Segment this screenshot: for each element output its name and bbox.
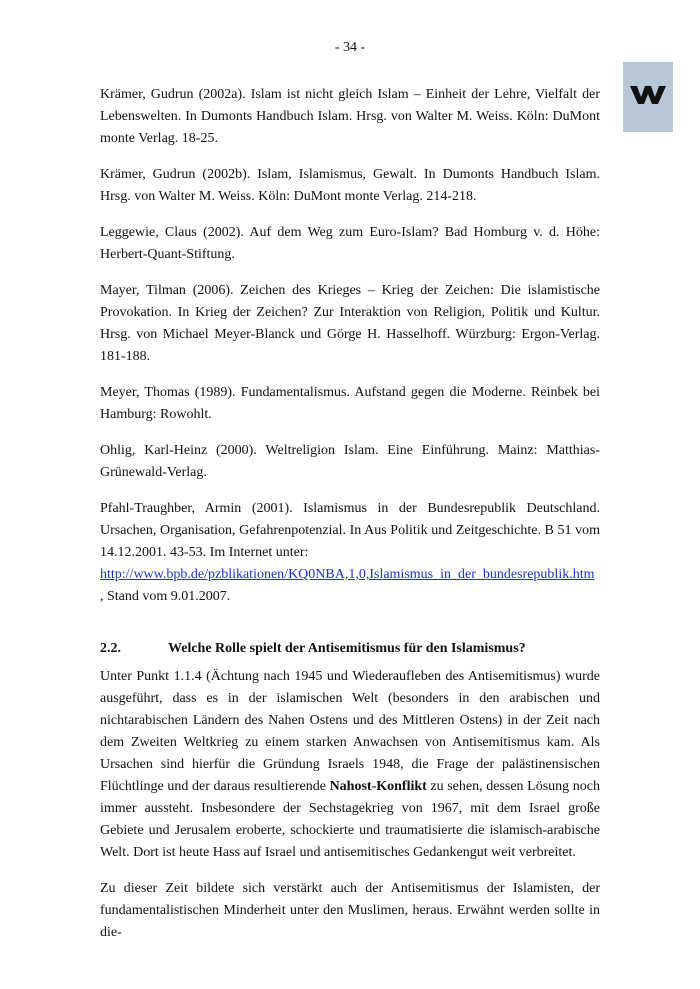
reference-item: Mayer, Tilman (2006). Zeichen des Krieges – Krieg der Zeichen: Die islamistische Provokation. In Krieg der Zeichen? Zur Interaktion von Religion, Politik und Kultur. Hrsg. von Michael Meyer-Blanck und Görge H. Hasselhoff. Würzburg: Ergon-Verlag. 181-188.: [100, 283, 600, 364]
reference-access-date: , Stand vom 9.01.2007.: [100, 589, 231, 604]
reference-item: Krämer, Gudrun (2002b). Islam, Islamismus, Gewalt. In Dumonts Handbuch Islam. Hrsg. von Walter M. Weiss. Köln: DuMont monte Verlag. 214-218.: [100, 167, 600, 204]
reference-list: [100, 84, 600, 608]
paragraph-text: zu sehen, dessen Lösung noch immer aussteht. Insbesondere der Sechstagekrieg von 1967, mit dem Israel große Gebiete und Jerusalem eroberte, schockierte und traumatisierte die islamisch-arabische Welt. Dort ist heute Hass auf Israel und antisemitisches Gedankengut weit verbreitet.: [100, 779, 600, 860]
reference-item-with-link: [100, 498, 600, 608]
reference-item: Ohlig, Karl-Heinz (2000). Weltreligion Islam. Eine Einführung. Mainz: Matthias-Grünewald-Verlag.: [100, 443, 600, 480]
logo-letter-w: [628, 84, 668, 106]
section-heading: [100, 638, 600, 660]
reference-item: Leggewie, Claus (2002). Auf dem Weg zum Euro-Islam? Bad Homburg v. d. Höhe: Herbert-Quant-Stiftung.: [100, 225, 600, 262]
reference-item: Krämer, Gudrun (2002a). Islam ist nicht gleich Islam – Einheit der Lehre, Vielfalt der Lebenswelten. In Dumonts Handbuch Islam. Hrsg. von Walter M. Weiss. Köln: DuMont monte Verlag. 18-25.: [100, 87, 600, 146]
section-title: Welche Rolle spielt der Antisemitismus für den Islamismus?: [168, 641, 526, 656]
paragraph-text: Unter Punkt 1.1.4 (Ächtung nach 1945 und Wiederaufleben des Antisemitismus) wurde ausgeführt, dass es in der islamischen Welt (besonders in den arabischen und nichtarabischen Ländern des Nahen Ostens und des Mittleren Ostens) in der Zeit nach dem Zweiten Weltkrieg zu einem starken Anwachsen von Antisemitismus kam. Als Ursachen sind hierfür die Gründung Israels 1948, die Frage der palästinensischen Flüchtlinge und der daraus resultierende: [100, 669, 600, 794]
section-number: 2.2.: [100, 641, 121, 656]
reference-url-link[interactable]: http://www.bpb.de/pzblikationen/KQ0NBA,1,0,Islamismus_in_der_bundesrepublik.htm: [100, 567, 595, 582]
body-paragraph: Zu dieser Zeit bildete sich verstärkt auch der Antisemitismus der Islamisten, der fundamentalistischen Minderheit unter den Muslimen, heraus. Erwähnt werden sollte in die-: [100, 881, 600, 940]
body-paragraph: [100, 666, 600, 864]
document-body: [100, 84, 600, 958]
reference-item: Meyer, Thomas (1989). Fundamentalismus. Aufstand gegen die Moderne. Reinbek bei Hamburg: Rowohlt.: [100, 385, 600, 422]
page-number: - 34 -: [334, 40, 366, 55]
bold-term: Nahost-Konflikt: [329, 779, 427, 794]
logo-w-icon: [623, 62, 673, 132]
reference-text: Pfahl-Traughber, Armin (2001). Islamismus in der Bundesrepublik Deutschland. Ursachen, Organisation, Gefahrenpotenzial. In Aus Politik und Zeitgeschichte. B 51 vom 14.12.2001. 43-53. Im Internet unter:: [100, 501, 600, 560]
